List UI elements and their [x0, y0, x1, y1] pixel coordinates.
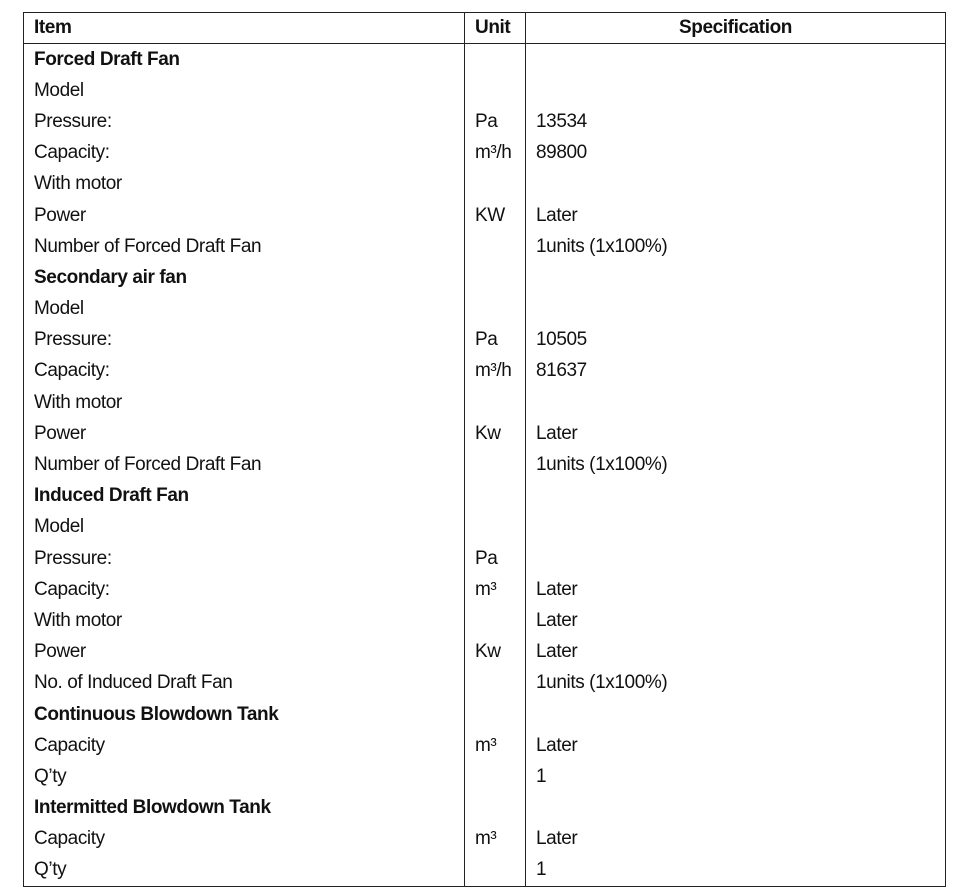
specification-cell: 10505	[526, 325, 946, 356]
item-cell: Number of Forced Draft Fan	[24, 449, 465, 480]
specification-cell	[526, 512, 946, 543]
unit-cell: m³	[465, 574, 526, 605]
item-cell: Pressure:	[24, 325, 465, 356]
item-cell: Capacity	[24, 730, 465, 761]
item-cell: Capacity:	[24, 356, 465, 387]
unit-cell	[465, 449, 526, 480]
table-row	[24, 294, 946, 325]
item-cell: Model	[24, 75, 465, 106]
table-row	[24, 855, 946, 887]
item-cell: Capacity	[24, 824, 465, 855]
specification-cell: 89800	[526, 138, 946, 169]
unit-cell	[465, 793, 526, 824]
table-row	[24, 761, 946, 792]
specification-cell	[526, 75, 946, 106]
specification-cell: 1	[526, 761, 946, 792]
unit-cell	[465, 262, 526, 293]
section-row	[24, 44, 946, 76]
specification-cell	[526, 44, 946, 76]
table-row	[24, 356, 946, 387]
unit-cell: KW	[465, 200, 526, 231]
unit-cell	[465, 75, 526, 106]
item-cell: Q’ty	[24, 761, 465, 792]
specification-cell	[526, 543, 946, 574]
section-title: Continuous Blowdown Tank	[24, 699, 465, 730]
header-unit: Unit	[465, 13, 526, 44]
unit-cell	[465, 44, 526, 76]
unit-cell	[465, 294, 526, 325]
specification-cell: 1units (1x100%)	[526, 668, 946, 699]
specification-cell: 1	[526, 855, 946, 887]
table-row	[24, 231, 946, 262]
table-row	[24, 637, 946, 668]
section-title: Secondary air fan	[24, 262, 465, 293]
table-row	[24, 543, 946, 574]
table-header	[24, 13, 946, 44]
unit-cell: Kw	[465, 418, 526, 449]
section-title: Induced Draft Fan	[24, 481, 465, 512]
unit-cell: m³/h	[465, 138, 526, 169]
section-row	[24, 481, 946, 512]
table-row	[24, 824, 946, 855]
item-cell: Power	[24, 637, 465, 668]
unit-cell	[465, 761, 526, 792]
specification-cell: 81637	[526, 356, 946, 387]
item-cell: Power	[24, 200, 465, 231]
table-row	[24, 512, 946, 543]
item-cell: With motor	[24, 605, 465, 636]
unit-cell: Pa	[465, 106, 526, 137]
item-cell: With motor	[24, 169, 465, 200]
item-cell: Q’ty	[24, 855, 465, 887]
section-row	[24, 793, 946, 824]
section-row	[24, 262, 946, 293]
unit-cell	[465, 481, 526, 512]
header-specification: Specification	[526, 13, 946, 44]
table-row	[24, 387, 946, 418]
table-body	[24, 44, 946, 887]
table-row	[24, 574, 946, 605]
item-cell: Model	[24, 512, 465, 543]
unit-cell	[465, 699, 526, 730]
specification-table	[23, 12, 946, 887]
specification-cell: 13534	[526, 106, 946, 137]
specification-cell	[526, 169, 946, 200]
specification-cell: Later	[526, 637, 946, 668]
table-row	[24, 418, 946, 449]
specification-cell	[526, 262, 946, 293]
specification-cell	[526, 294, 946, 325]
specification-cell: 1units (1x100%)	[526, 231, 946, 262]
unit-cell	[465, 169, 526, 200]
unit-cell: Pa	[465, 543, 526, 574]
specification-cell: 1units (1x100%)	[526, 449, 946, 480]
header-item: Item	[24, 13, 465, 44]
specification-cell: Later	[526, 418, 946, 449]
section-title: Intermitted Blowdown Tank	[24, 793, 465, 824]
unit-cell: Pa	[465, 325, 526, 356]
header-row	[24, 13, 946, 44]
specification-cell: Later	[526, 574, 946, 605]
section-title: Forced Draft Fan	[24, 44, 465, 76]
specification-cell: Later	[526, 200, 946, 231]
unit-cell	[465, 855, 526, 887]
specification-cell	[526, 387, 946, 418]
item-cell: Number of Forced Draft Fan	[24, 231, 465, 262]
item-cell: Pressure:	[24, 106, 465, 137]
table-row	[24, 138, 946, 169]
table-row	[24, 605, 946, 636]
table-row	[24, 730, 946, 761]
item-cell: Capacity:	[24, 138, 465, 169]
unit-cell: m³	[465, 730, 526, 761]
item-cell: Power	[24, 418, 465, 449]
item-cell: Pressure:	[24, 543, 465, 574]
unit-cell: Kw	[465, 637, 526, 668]
item-cell: Model	[24, 294, 465, 325]
specification-cell	[526, 481, 946, 512]
specification-cell: Later	[526, 824, 946, 855]
unit-cell	[465, 605, 526, 636]
item-cell: With motor	[24, 387, 465, 418]
specification-cell: Later	[526, 605, 946, 636]
unit-cell	[465, 512, 526, 543]
unit-cell	[465, 387, 526, 418]
table-row	[24, 75, 946, 106]
table-row	[24, 668, 946, 699]
section-row	[24, 699, 946, 730]
table-row	[24, 449, 946, 480]
item-cell: Capacity:	[24, 574, 465, 605]
unit-cell: m³	[465, 824, 526, 855]
specification-cell	[526, 793, 946, 824]
item-cell: No. of Induced Draft Fan	[24, 668, 465, 699]
table-row	[24, 200, 946, 231]
unit-cell	[465, 668, 526, 699]
unit-cell: m³/h	[465, 356, 526, 387]
table-row	[24, 169, 946, 200]
table-row	[24, 325, 946, 356]
unit-cell	[465, 231, 526, 262]
specification-cell: Later	[526, 730, 946, 761]
table-row	[24, 106, 946, 137]
specification-cell	[526, 699, 946, 730]
